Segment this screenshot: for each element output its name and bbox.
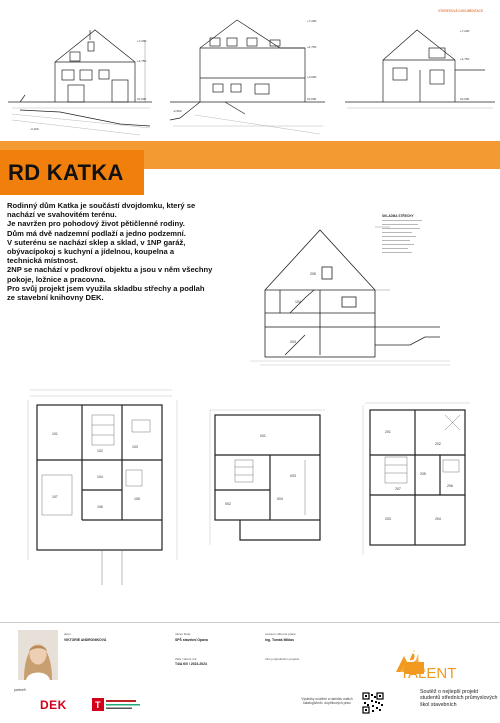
desc-line: ze stavební knihovny DEK. [7,293,104,303]
elevation-drawing-left [0,0,160,140]
plan1-room-102: 102 [97,449,103,453]
author-name: VIKTORIE ANDRONIKOVÁ [64,638,107,642]
elev-right-level-0: +7,200 [460,29,470,33]
author-label: autor [64,632,71,636]
elev-right-level-1: +4,750 [460,57,470,61]
floor-plan-pp [205,405,330,555]
plan2-room-201: 201 [385,430,391,434]
elevation-drawing-center [165,0,330,140]
svg-text:T: T [95,700,101,710]
planpp-room-002: 002 [225,502,231,506]
desc-line: nachází ve svahovitém terénu. [7,210,117,220]
brand-top-text: DEK [406,649,440,666]
elev-right-level-2: ±0,000 [460,97,470,101]
elev-left-level-2: ±0,000 [137,97,147,101]
dek-logo: DEK [40,698,67,712]
elev-left-level-0: +7,200 [137,39,147,43]
section-drawing [250,205,495,375]
consultant-label: vedoucí odborné práce [265,632,296,636]
plan1-room-106: 106 [97,505,103,509]
qr-code[interactable] [362,692,384,714]
elev-center-level-0: +7,200 [307,19,317,23]
plan1-room-104: 104 [97,475,103,479]
plan2-room-204: 204 [435,517,441,521]
desc-line: 2NP se nachází v podkroví objektu a jsou v něm všechny [7,265,213,275]
desc-line: pokoje, ložnice a pracovna. [7,274,106,284]
plan1-room-101: 101 [52,432,58,436]
year-value: T4/A 6/0 / 2023-2024 [175,662,207,666]
desc-line: Rodinný dům Katka je součástí dvojdomku, který se [7,201,196,210]
elev-center-level-4: -2,900 [173,109,182,113]
web-label: zdroj originálního projektu [265,657,300,661]
elev-center-level-1: +4,750 [307,45,317,49]
project-description [7,201,232,302]
planpp-room-001: 001 [260,434,266,438]
partner-logo [92,698,142,711]
desc-line: V suterénu se nachází sklep a sklad, v 1NP garáž, [7,237,186,247]
floor-plan-1np [22,380,190,590]
plan2-room-206: 206 [447,484,453,488]
plan2-room-207: 207 [395,487,401,491]
plan1-room-105: 105 [134,497,140,501]
elev-left-level-3: -3,100 [30,127,39,131]
bottom-note: Výsledky soutěže a nabídku našich katalogů/knih, doplňkových prací [301,697,353,705]
plan2-room-203: 203 [385,517,391,521]
section-room-104: 104 [295,300,301,304]
elev-center-level-3: ±0,000 [307,97,317,101]
planpp-room-003: 003 [290,474,296,478]
floor-plan-2np [355,395,480,565]
contest-description: Soutěž o nejlepší projekt studentů středních průmyslových škol stavebních [420,689,498,708]
school-label: název školy [175,632,191,636]
dek-talent-logo [394,638,490,690]
desc-line: technická místnost. [7,256,78,266]
section-room-003: 003 [290,340,296,344]
desc-line: Pro svůj projekt jsem využila skladbu střechy a podlah [7,283,205,293]
plan2-room-202: 202 [435,442,441,446]
planpp-room-004: 004 [277,497,283,501]
consultant-name: Ing. Tomáš Miklas [265,638,294,642]
desc-line: Dům má dvě nadzemní podlaží a jedno podzemní. [7,228,186,238]
elevation-drawing-right [335,0,500,140]
project-title: RD KATKA [8,160,124,185]
top-right-caption: VÝKRESOVÁ DOKUMENTACE [438,9,484,13]
elev-left-level-1: +4,750 [137,59,147,63]
partners-label: partneři [14,688,26,692]
plan2-room-205: 205 [420,472,426,476]
author-photo [18,630,58,680]
section-room-205: 205 [310,272,316,276]
desc-line: Je navržen pro pohodový život pětičlenné rodiny. [7,219,185,229]
plan1-room-103: 103 [132,445,138,449]
year-label: třída / školní rok [175,657,197,661]
school-name: SPŠ stavební Opava [175,638,208,642]
section-legend-title: SKLADBA STŘECHY [382,214,414,218]
brand-bottom-text: TALENT [400,665,457,682]
desc-line: obývacípokoj s kuchyní a jídelnou, koupelna a [7,247,175,257]
plan1-room-107: 107 [52,495,58,499]
elev-center-level-2: +3,000 [307,75,317,79]
footer-divider [0,622,500,623]
